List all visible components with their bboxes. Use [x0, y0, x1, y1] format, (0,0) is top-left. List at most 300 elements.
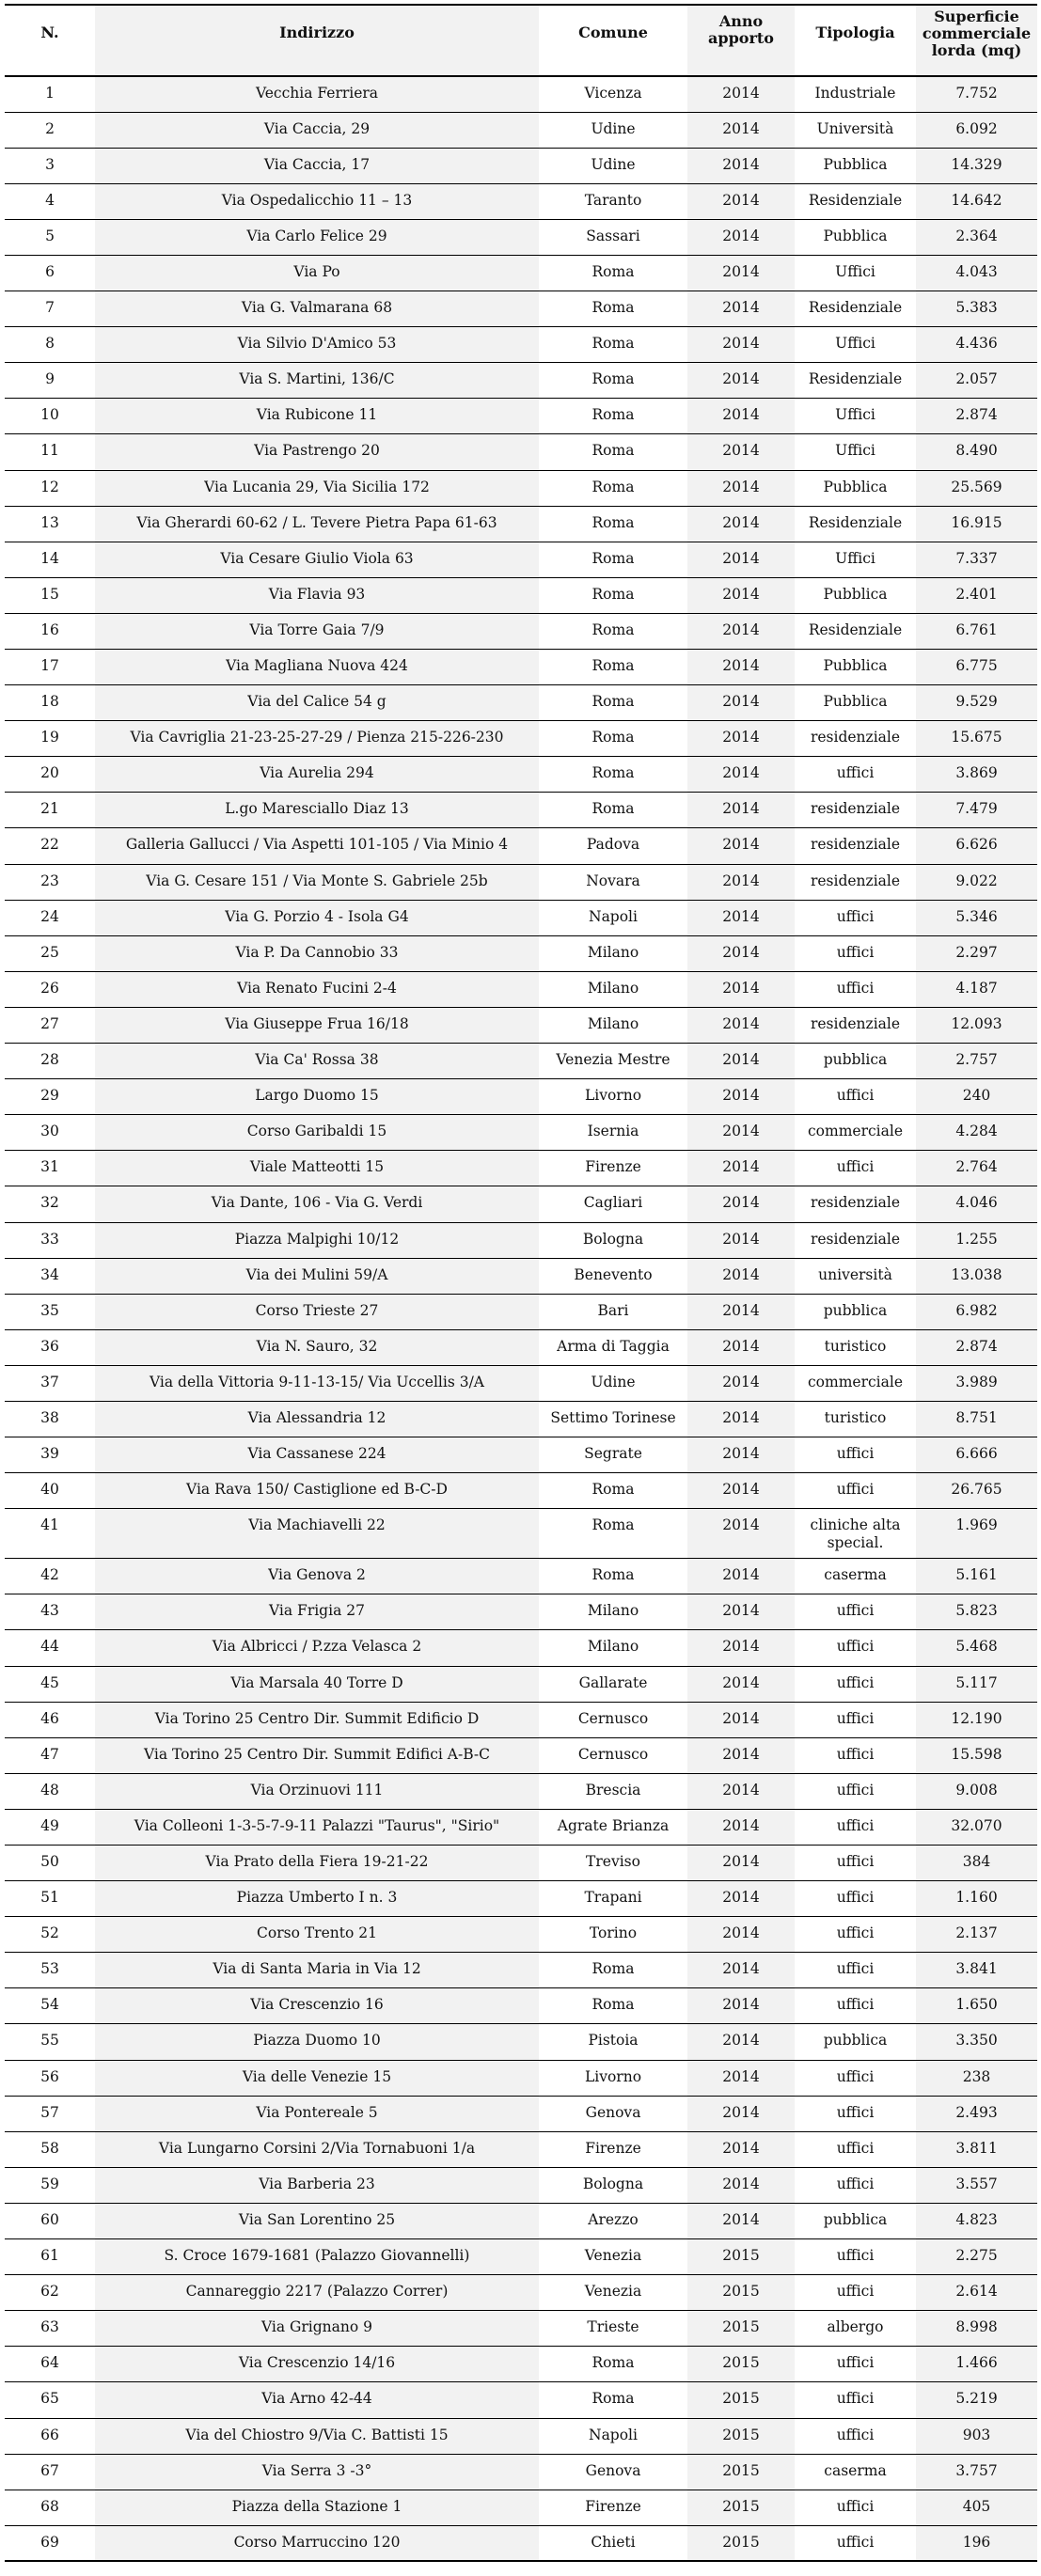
cell-year: 2014	[687, 363, 795, 399]
cell-type: uffici	[836, 1673, 875, 1691]
cell-surface: 6.982	[916, 1294, 1037, 1329]
cell-address: Via Torino 25 Centro Dir. Summit Edifici A-B-C	[95, 1737, 539, 1773]
cell-number: 11	[40, 442, 59, 460]
cell-year: 2014	[687, 1115, 795, 1151]
table-row	[5, 183, 1037, 219]
cell-municipality: Milano	[587, 1638, 639, 1656]
cell-municipality: Roma	[591, 513, 635, 531]
cell-year: 2014	[687, 1401, 795, 1437]
table-row	[5, 363, 1037, 399]
cell-number: 41	[40, 1516, 59, 1534]
cell-year: 2014	[687, 183, 795, 219]
cell-address: Piazza Duomo 10	[95, 2024, 539, 2060]
table-row	[5, 2490, 1037, 2525]
cell-type: Uffici	[835, 262, 875, 280]
cell-address: Via Prato della Fiera 19-21-22	[95, 1846, 539, 1881]
table-row	[5, 255, 1037, 291]
cell-address: Via Carlo Felice 29	[95, 219, 539, 255]
cell-address: Via S. Martini, 136/C	[95, 363, 539, 399]
cell-number: 13	[40, 513, 59, 531]
cell-surface: 5.383	[916, 291, 1037, 327]
table-row	[5, 1222, 1037, 1258]
table-row	[5, 506, 1037, 542]
cell-surface: 1.160	[916, 1881, 1037, 1917]
cell-municipality: Roma	[591, 335, 635, 353]
cell-surface: 14.329	[916, 148, 1037, 183]
cell-year: 2015	[687, 2311, 795, 2347]
cell-number: 54	[40, 1996, 59, 2014]
table-row	[5, 1737, 1037, 1773]
cell-municipality: Roma	[591, 1516, 635, 1534]
cell-address: Via Colleoni 1-3-5-7-9-11 Palazzi "Taurus", "Sirio"	[95, 1809, 539, 1845]
cell-municipality: Segrate	[584, 1445, 642, 1463]
cell-number: 53	[40, 1960, 59, 1978]
cell-type: residenziale	[810, 1194, 901, 1212]
cell-address: Via Ospedalicchio 11 – 13	[95, 183, 539, 219]
cell-address: Corso Trento 21	[95, 1917, 539, 1953]
table-row	[5, 577, 1037, 613]
cell-address: Via Serra 3 -3°	[95, 2454, 539, 2490]
cell-type: uffici	[836, 1745, 875, 1763]
cell-address: Via Barberia 23	[95, 2167, 539, 2203]
cell-municipality: Napoli	[589, 2426, 638, 2443]
cell-address: Via Aurelia 294	[95, 757, 539, 793]
cell-type: Residenziale	[808, 191, 903, 209]
table-row	[5, 1666, 1037, 1702]
cell-address: Via del Calice 54 g	[95, 685, 539, 721]
cell-type: Uffici	[835, 406, 875, 424]
cell-surface: 6.092	[916, 112, 1037, 148]
cell-address: Largo Duomo 15	[95, 1079, 539, 1115]
cell-municipality: Roma	[591, 693, 635, 711]
table-row	[5, 2096, 1037, 2131]
cell-number: 27	[40, 1014, 59, 1032]
cell-municipality: Genova	[585, 2461, 641, 2479]
cell-address: Via Arno 42-44	[95, 2382, 539, 2418]
cell-year: 2014	[687, 900, 795, 935]
cell-type: Residenziale	[808, 513, 903, 531]
table-row	[5, 2275, 1037, 2311]
cell-number: 26	[40, 979, 59, 997]
cell-number: 59	[40, 2175, 59, 2192]
cell-address: Via Magliana Nuova 424	[95, 650, 539, 685]
cell-address: Galleria Gallucci / Via Aspetti 101-105 / Via Minio 4	[95, 828, 539, 864]
cell-year: 2014	[687, 327, 795, 363]
cell-municipality: Arezzo	[588, 2210, 639, 2228]
cell-number: 36	[40, 1337, 59, 1355]
cell-number: 1	[45, 85, 55, 102]
cell-type: uffici	[836, 2139, 875, 2157]
table-row	[5, 1329, 1037, 1365]
cell-surface: 8.490	[916, 434, 1037, 470]
cell-year: 2014	[687, 1079, 795, 1115]
table-row	[5, 1773, 1037, 1809]
cell-surface: 12.093	[916, 1007, 1037, 1043]
cell-number: 21	[40, 800, 59, 818]
cell-municipality: Roma	[591, 370, 635, 388]
cell-type: uffici	[836, 1853, 875, 1870]
cell-surface: 2.364	[916, 219, 1037, 255]
cell-municipality: Udine	[591, 119, 636, 137]
cell-year: 2014	[687, 112, 795, 148]
cell-number: 63	[40, 2318, 59, 2336]
cell-number: 58	[40, 2139, 59, 2157]
table-row	[5, 2203, 1037, 2238]
cell-number: 34	[40, 1265, 59, 1283]
cell-municipality: Brescia	[585, 1781, 641, 1798]
cell-year: 2014	[687, 1988, 795, 2024]
header-municipality: Comune	[578, 24, 648, 41]
cell-type: Residenziale	[808, 299, 903, 317]
cell-year: 2014	[687, 1881, 795, 1917]
cell-surface: 238	[916, 2060, 1037, 2096]
cell-number: 32	[40, 1194, 59, 1212]
cell-year: 2014	[687, 255, 795, 291]
cell-surface: 2.057	[916, 363, 1037, 399]
cell-number: 64	[40, 2354, 59, 2372]
table-row	[5, 1365, 1037, 1401]
cell-address: Via San Lorentino 25	[95, 2203, 539, 2238]
cell-number: 35	[40, 1301, 59, 1319]
cell-year: 2014	[687, 542, 795, 577]
cell-surface: 2.401	[916, 577, 1037, 613]
cell-type: uffici	[836, 2283, 875, 2301]
cell-number: 25	[40, 943, 59, 961]
cell-type: uffici	[836, 2067, 875, 2085]
cell-municipality: Agrate Brianza	[557, 1816, 670, 1834]
table-row	[5, 1917, 1037, 1953]
cell-year: 2014	[687, 1773, 795, 1809]
cell-address: Via Pontereale 5	[95, 2096, 539, 2131]
cell-address: Via di Santa Maria in Via 12	[95, 1953, 539, 1988]
cell-number: 67	[40, 2461, 59, 2479]
cell-surface: 14.642	[916, 183, 1037, 219]
cell-surface: 4.436	[916, 327, 1037, 363]
cell-number: 16	[40, 620, 59, 638]
cell-address: Via Po	[95, 255, 539, 291]
cell-number: 51	[40, 1889, 59, 1907]
cell-address: Via Machiavelli 22	[95, 1509, 539, 1559]
table-body	[5, 76, 1037, 2561]
cell-year: 2014	[687, 1044, 795, 1079]
cell-address: Via Silvio D'Amico 53	[95, 327, 539, 363]
cell-municipality: Livorno	[584, 2067, 642, 2085]
cell-surface: 25.569	[916, 470, 1037, 506]
cell-type: Residenziale	[808, 620, 903, 638]
cell-municipality: Milano	[587, 1014, 639, 1032]
cell-surface: 15.598	[916, 1737, 1037, 1773]
cell-surface: 405	[916, 2490, 1037, 2525]
table-row	[5, 2382, 1037, 2418]
cell-surface: 240	[916, 1079, 1037, 1115]
cell-surface: 26.765	[916, 1473, 1037, 1509]
cell-year: 2014	[687, 2024, 795, 2060]
cell-municipality: Trapani	[584, 1889, 642, 1907]
cell-municipality: Sassari	[586, 227, 640, 244]
cell-number: 47	[40, 1745, 59, 1763]
table-row	[5, 399, 1037, 434]
cell-address: L.go Maresciallo Diaz 13	[95, 793, 539, 828]
cell-year: 2014	[687, 935, 795, 971]
cell-type: commerciale	[808, 1123, 903, 1140]
table-row	[5, 1115, 1037, 1151]
cell-type: residenziale	[810, 800, 901, 818]
cell-municipality: Bari	[597, 1301, 629, 1319]
cell-number: 50	[40, 1853, 59, 1870]
cell-type: uffici	[836, 2103, 875, 2121]
cell-type: pubblica	[823, 2210, 888, 2228]
cell-surface: 2.137	[916, 1917, 1037, 1953]
cell-year: 2014	[687, 1737, 795, 1773]
cell-type: caserma	[824, 2461, 887, 2479]
cell-year: 2014	[687, 1258, 795, 1294]
cell-type: pubblica	[823, 1051, 888, 1069]
cell-surface: 8.751	[916, 1401, 1037, 1437]
table-row	[5, 1809, 1037, 1845]
cell-address: Via Alessandria 12	[95, 1401, 539, 1437]
cell-number: 30	[40, 1123, 59, 1140]
cell-type: uffici	[836, 1816, 875, 1834]
cell-type: uffici	[836, 2390, 875, 2408]
cell-number: 66	[40, 2426, 59, 2443]
cell-surface: 13.038	[916, 1258, 1037, 1294]
cell-type: uffici	[836, 1087, 875, 1105]
cell-surface: 1.255	[916, 1222, 1037, 1258]
cell-address: Via Renato Fucini 2-4	[95, 971, 539, 1007]
cell-surface: 5.219	[916, 2382, 1037, 2418]
table-row	[5, 1988, 1037, 2024]
cell-surface: 3.557	[916, 2167, 1037, 2203]
table-row	[5, 685, 1037, 721]
cell-type: Università	[816, 119, 894, 137]
cell-number: 18	[40, 693, 59, 711]
cell-year: 2014	[687, 399, 795, 434]
cell-address: Via Gherardi 60-62 / L. Tevere Pietra Papa 61-63	[95, 506, 539, 542]
cell-address: Via Lungarno Corsini 2/Via Tornabuoni 1/a	[95, 2131, 539, 2167]
cell-number: 40	[40, 1481, 59, 1499]
cell-municipality: Roma	[591, 585, 635, 603]
cell-municipality: Udine	[591, 1373, 636, 1390]
cell-year: 2015	[687, 2454, 795, 2490]
table-row	[5, 1258, 1037, 1294]
table-row	[5, 2454, 1037, 2490]
cell-surface: 2.757	[916, 1044, 1037, 1079]
cell-address: Via P. Da Cannobio 33	[95, 935, 539, 971]
cell-type: uffici	[836, 1158, 875, 1176]
cell-municipality: Roma	[591, 2354, 635, 2372]
cell-year: 2015	[687, 2490, 795, 2525]
cell-year: 2014	[687, 613, 795, 649]
cell-address: Via Orzinuovi 111	[95, 1773, 539, 1809]
table-header	[5, 5, 1037, 76]
cell-municipality: Cernusco	[577, 1745, 649, 1763]
cell-type: uffici	[836, 1602, 875, 1620]
cell-type: uffici	[836, 1481, 875, 1499]
cell-year: 2015	[687, 2525, 795, 2561]
cell-type: Pubblica	[823, 657, 888, 674]
cell-year: 2014	[687, 1294, 795, 1329]
cell-type: uffici	[836, 1924, 875, 1942]
cell-type: uffici	[836, 943, 875, 961]
cell-type: residenziale	[810, 1014, 901, 1032]
cell-address: Via Marsala 40 Torre D	[95, 1666, 539, 1702]
cell-type: cliniche alta special.	[810, 1516, 901, 1552]
cell-surface: 6.761	[916, 613, 1037, 649]
cell-address: Corso Marruccino 120	[95, 2525, 539, 2561]
cell-municipality: Pistoia	[588, 2032, 639, 2050]
table-row	[5, 613, 1037, 649]
table-row	[5, 2167, 1037, 2203]
cell-number: 29	[40, 1087, 59, 1105]
cell-type: residenziale	[810, 836, 901, 854]
cell-surface: 5.161	[916, 1559, 1037, 1594]
cell-surface: 2.874	[916, 399, 1037, 434]
cell-year: 2014	[687, 2096, 795, 2131]
cell-address: Via Torino 25 Centro Dir. Summit Edificio D	[95, 1702, 539, 1737]
cell-year: 2014	[687, 434, 795, 470]
cell-number: 22	[40, 836, 59, 854]
cell-municipality: Bologna	[582, 1230, 644, 1248]
table-row	[5, 1509, 1037, 1559]
cell-municipality: Roma	[591, 729, 635, 746]
cell-number: 38	[40, 1408, 59, 1426]
cell-year: 2014	[687, 1186, 795, 1222]
cell-municipality: Roma	[591, 478, 635, 495]
cell-municipality: Venezia Mestre	[556, 1051, 670, 1069]
cell-number: 44	[40, 1638, 59, 1656]
cell-number: 4	[45, 191, 55, 209]
cell-type: uffici	[836, 1996, 875, 2014]
cell-type: uffici	[836, 2533, 875, 2551]
cell-surface: 1.969	[916, 1509, 1037, 1559]
cell-number: 20	[40, 764, 59, 782]
cell-type: residenziale	[810, 1230, 901, 1248]
cell-type: uffici	[836, 2175, 875, 2192]
cell-number: 3	[45, 155, 55, 173]
cell-address: Via Frigia 27	[95, 1594, 539, 1630]
cell-address: Via G. Valmarana 68	[95, 291, 539, 327]
cell-type: Industriale	[814, 85, 896, 102]
cell-address: Via Rubicone 11	[95, 399, 539, 434]
properties-table-container	[5, 4, 1037, 2562]
cell-year: 2014	[687, 1666, 795, 1702]
cell-type: uffici	[836, 2247, 875, 2265]
table-row	[5, 470, 1037, 506]
cell-municipality: Roma	[591, 657, 635, 674]
cell-address: Via Grignano 9	[95, 2311, 539, 2347]
cell-address: Via Cavriglia 21-23-25-27-29 / Pienza 215-226-230	[95, 721, 539, 757]
cell-year: 2014	[687, 1437, 795, 1473]
cell-surface: 3.841	[916, 1953, 1037, 1988]
cell-year: 2014	[687, 506, 795, 542]
cell-municipality: Torino	[589, 1924, 638, 1942]
cell-address: Via Flavia 93	[95, 577, 539, 613]
cell-surface: 5.346	[916, 900, 1037, 935]
table-row	[5, 1594, 1037, 1630]
table-row	[5, 828, 1037, 864]
table-row	[5, 1044, 1037, 1079]
cell-type: turistico	[824, 1337, 887, 1355]
cell-address: S. Croce 1679-1681 (Palazzo Giovannelli)	[95, 2239, 539, 2275]
cell-number: 62	[40, 2283, 59, 2301]
table-row	[5, 1881, 1037, 1917]
cell-number: 57	[40, 2103, 59, 2121]
cell-municipality: Cagliari	[583, 1194, 643, 1212]
cell-year: 2014	[687, 828, 795, 864]
cell-number: 33	[40, 1230, 59, 1248]
cell-type: Pubblica	[823, 478, 888, 495]
table-row	[5, 2060, 1037, 2096]
cell-municipality: Milano	[587, 979, 639, 997]
cell-municipality: Trieste	[587, 2318, 639, 2336]
table-row	[5, 2418, 1037, 2454]
cell-number: 46	[40, 1709, 59, 1727]
cell-municipality: Roma	[591, 406, 635, 424]
cell-address: Via Dante, 106 - Via G. Verdi	[95, 1186, 539, 1222]
header-type: Tipologia	[815, 24, 895, 41]
cell-surface: 2.764	[916, 1151, 1037, 1186]
cell-year: 2014	[687, 219, 795, 255]
cell-number: 14	[40, 549, 59, 567]
cell-municipality: Taranto	[584, 191, 642, 209]
table-row	[5, 2131, 1037, 2167]
cell-surface: 8.998	[916, 2311, 1037, 2347]
header-year: Anno apporto	[687, 5, 795, 76]
cell-year: 2014	[687, 757, 795, 793]
cell-type: uffici	[836, 2426, 875, 2443]
cell-municipality: Bologna	[582, 2175, 644, 2192]
cell-number: 42	[40, 1566, 59, 1584]
cell-number: 10	[40, 406, 59, 424]
cell-type: albergo	[827, 2318, 884, 2336]
cell-municipality: Roma	[591, 1960, 635, 1978]
cell-address: Via Cesare Giulio Viola 63	[95, 542, 539, 577]
cell-surface: 3.869	[916, 757, 1037, 793]
cell-surface: 196	[916, 2525, 1037, 2561]
cell-year: 2014	[687, 291, 795, 327]
table-row	[5, 2347, 1037, 2382]
cell-address: Piazza della Stazione 1	[95, 2490, 539, 2525]
cell-municipality: Isernia	[587, 1123, 639, 1140]
table-row	[5, 1186, 1037, 1222]
cell-year: 2014	[687, 1329, 795, 1365]
cell-address: Via della Vittoria 9-11-13-15/ Via Uccellis 3/A	[95, 1365, 539, 1401]
cell-surface: 4.187	[916, 971, 1037, 1007]
header-row	[5, 5, 1037, 76]
cell-municipality: Venezia	[584, 2247, 642, 2265]
cell-number: 19	[40, 729, 59, 746]
cell-municipality: Roma	[591, 764, 635, 782]
cell-surface: 903	[916, 2418, 1037, 2454]
cell-surface: 3.811	[916, 2131, 1037, 2167]
cell-surface: 9.008	[916, 1773, 1037, 1809]
cell-address: Via Lucania 29, Via Sicilia 172	[95, 470, 539, 506]
cell-number: 52	[40, 1924, 59, 1942]
cell-type: uffici	[836, 1889, 875, 1907]
cell-year: 2015	[687, 2239, 795, 2275]
cell-address: Via G. Cesare 151 / Via Monte S. Gabriele 25b	[95, 864, 539, 900]
cell-surface: 2.614	[916, 2275, 1037, 2311]
cell-year: 2014	[687, 793, 795, 828]
cell-address: Via Caccia, 29	[95, 112, 539, 148]
cell-address: Via Albricci / P.zza Velasca 2	[95, 1630, 539, 1666]
table-row	[5, 1079, 1037, 1115]
cell-municipality: Roma	[591, 442, 635, 460]
cell-year: 2014	[687, 1846, 795, 1881]
cell-year: 2015	[687, 2418, 795, 2454]
cell-year: 2014	[687, 721, 795, 757]
cell-type: uffici	[836, 764, 875, 782]
